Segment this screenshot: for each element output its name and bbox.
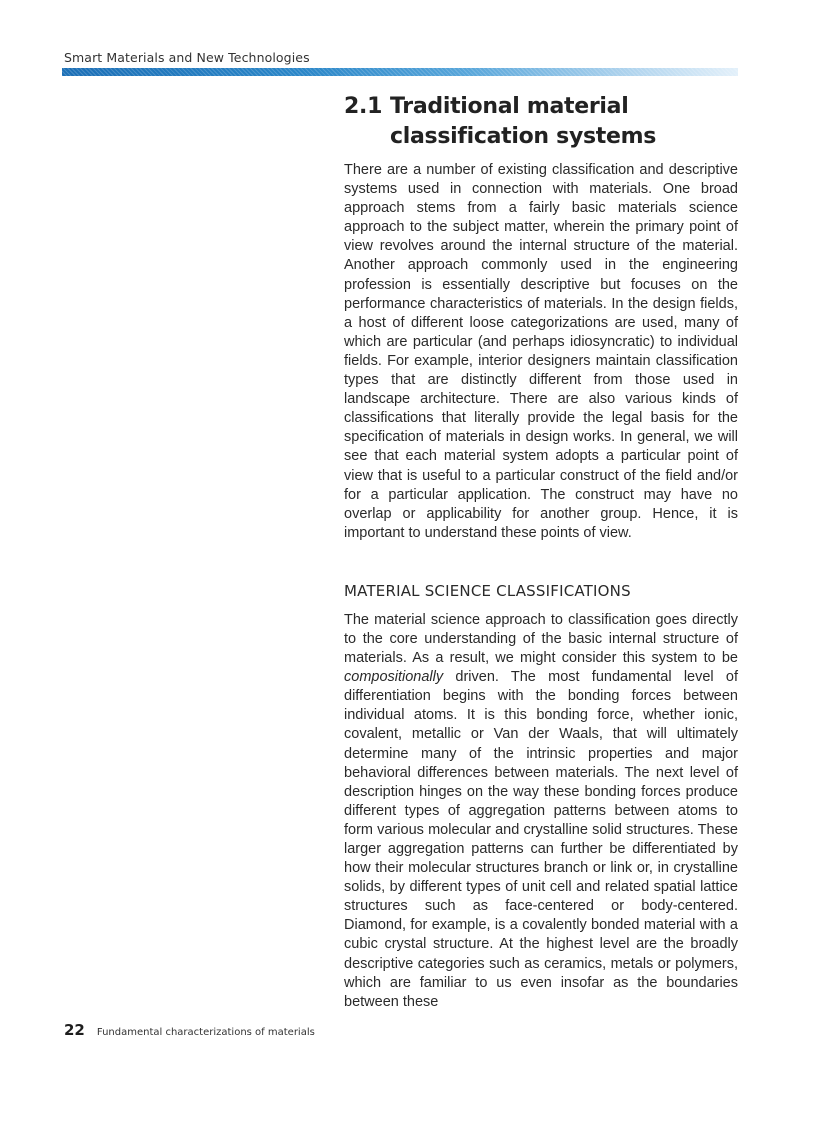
intro-paragraph: There are a number of existing classification and descriptive systems used in connection with materials. One broad approach stems from a fairly basic materials science approach to the subject matter, wherein the primary point of view revolves around the internal structure of the material. Another approach commonly used in the engineering profession is essentially descriptive but focuses on the performance characteristics of materials. In the design fields, a host of different loose categorizations are used, many of which are particular (and perhaps idiosyncratic) to individual fields. For example, interior designers maintain classification types that are distinctly different from those used in landscape architecture. There are also various kinds of classifications that literally provide the legal basis for the specification of materials in design works. In general, we will see that each material system adopts a particular point of view that is useful to a particular construct of the field and/or for a particular application. The construct may have no overlap or applicability for another group. Hence, it is important to understand these points of view. <box>344 162 738 541</box>
section-number: 2.1 <box>344 94 383 119</box>
paragraph-text-part2: driven. The most fundamental level of differentiation begins with the bonding forces between individual atoms. It is this bonding force, whether ionic, covalent, metallic or Van der Waals, that will ultimately determine many of the intrinsic properties and major behavioral differences between materials. The next level of description hinges on the way these bonding forces produce different types of aggregation patterns between atoms to form various molecular and crystalline solid structures. These larger aggregation patterns can further be differentiated by how their molecular structures branch or link or, in crystalline solids, by different types of unit cell and related spatial lattice structures such as face-centered or body-centered. Diamond, for example, is a covalently bonded material with a cubic crystal structure. At the highest level are the broadly descriptive categories such as ceramics, metals or polymers, which are familiar to us even insofar as the boundaries between these <box>344 669 738 1010</box>
main-content <box>344 92 738 1012</box>
section-heading <box>344 92 738 152</box>
page-number: 22 <box>64 1021 85 1039</box>
section-title: Traditional material classification systems <box>390 94 657 149</box>
page-footer <box>64 1021 315 1039</box>
material-science-paragraph <box>344 611 738 1012</box>
running-head: Smart Materials and New Technologies <box>64 50 310 65</box>
footer-chapter-title: Fundamental characterizations of materials <box>96 1027 315 1038</box>
paragraph-text-part1: The material science approach to classification goes directly to the core understanding of the basic internal structure of materials. As a result, we might consider this system to be <box>344 611 738 667</box>
subsection-heading: MATERIAL SCIENCE CLASSIFICATIONS <box>344 581 631 600</box>
header-rule <box>62 68 738 76</box>
emphasis-text: compositionally <box>344 669 444 686</box>
